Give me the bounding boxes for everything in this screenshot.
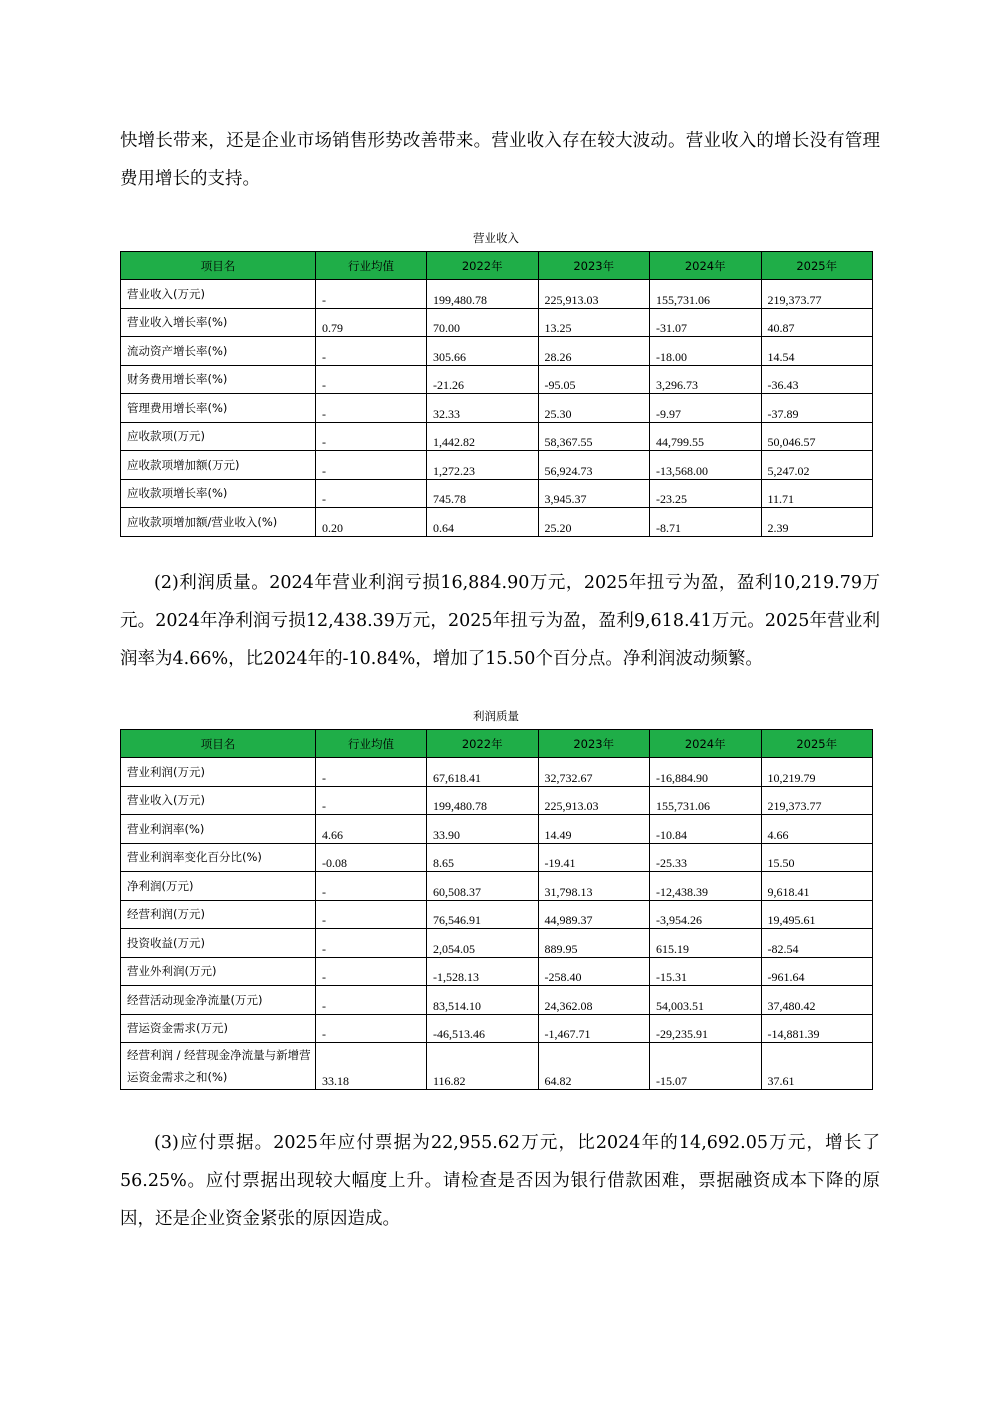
column-header: 2025年 [761, 730, 873, 758]
table-cell: - [316, 280, 427, 309]
column-header: 项目名 [121, 730, 316, 758]
table-row [121, 815, 873, 844]
table-cell: - [316, 337, 427, 366]
table-cell: 33.18 [316, 1043, 427, 1090]
table-caption-revenue: 营业收入 [473, 231, 519, 245]
column-header: 2024年 [650, 730, 762, 758]
table-cell: -8.71 [650, 508, 762, 537]
table-cell: 889.95 [538, 929, 650, 958]
table-cell: 1,442.82 [427, 422, 539, 451]
table-cell: -31.07 [650, 308, 762, 337]
table-cell: 4.66 [761, 815, 873, 844]
table-cell: 8.65 [427, 843, 539, 872]
table-cell: 32.33 [427, 394, 539, 423]
table-cell: 32,732.67 [538, 758, 650, 787]
paragraph-notes-payable: (3)应付票据。2025年应付票据为22,955.62万元，比2024年的14,692.05万元，增长了56.25%。应付票据出现较大幅度上升。请检查是否因为银行借款困难，票据融资成本下降的原因，还是企业资金紧张的原因造成。 [120, 1133, 880, 1229]
table-cell: -29,235.91 [650, 1014, 762, 1043]
table-cell: -961.64 [761, 957, 873, 986]
table-cell: 0.79 [316, 308, 427, 337]
table-cell: 155,731.06 [650, 280, 762, 309]
paragraph-profit-quality: (2)利润质量。2024年营业利润亏损16,884.90万元，2025年扭亏为盈，盈利10,219.79万元。2024年净利润亏损12,438.39万元，2025年扭亏为盈，盈利9,618.41万元。2025年营业利润率为4.66%，比2024年的-10.84%，增加了15.50个百分点。净利润波动频繁。 [120, 573, 880, 669]
table-row [121, 422, 873, 451]
table-cell: 219,373.77 [761, 280, 873, 309]
row-label: 应收款项(万元) [121, 422, 316, 451]
row-label: 营业收入增长率(%) [121, 308, 316, 337]
table-row [121, 308, 873, 337]
column-header: 行业均值 [316, 730, 427, 758]
table-cell: -25.33 [650, 843, 762, 872]
row-label: 流动资产增长率(%) [121, 337, 316, 366]
table-cell: - [316, 422, 427, 451]
table-cell: 225,913.03 [538, 786, 650, 815]
row-label: 应收款项增加额/营业收入(%) [121, 508, 316, 537]
table-header-row [121, 252, 873, 280]
table-cell: 615.19 [650, 929, 762, 958]
table-cell: - [316, 900, 427, 929]
table-cell: 28.26 [538, 337, 650, 366]
table-header-row [121, 730, 873, 758]
column-header: 2022年 [427, 252, 539, 280]
table-row [121, 929, 873, 958]
table-cell: - [316, 479, 427, 508]
table-row [121, 280, 873, 309]
table-row [121, 1043, 873, 1090]
table-cell: -258.40 [538, 957, 650, 986]
table-cell: 31,798.13 [538, 872, 650, 901]
row-label: 管理费用增长率(%) [121, 394, 316, 423]
table-row [121, 786, 873, 815]
table-row [121, 986, 873, 1015]
row-label: 经营利润 / 经营现金净流量与新增营运资金需求之和(%) [121, 1043, 316, 1090]
table-cell: 25.30 [538, 394, 650, 423]
table-caption-profit: 利润质量 [473, 709, 519, 723]
row-label: 营业外利润(万元) [121, 957, 316, 986]
table-cell: -18.00 [650, 337, 762, 366]
table-cell: 37.61 [761, 1043, 873, 1090]
table-cell: 58,367.55 [538, 422, 650, 451]
table-cell: - [316, 929, 427, 958]
table-row [121, 479, 873, 508]
table-cell: 5,247.02 [761, 451, 873, 480]
table-cell: -19.41 [538, 843, 650, 872]
table-cell: 64.82 [538, 1043, 650, 1090]
table-cell: 219,373.77 [761, 786, 873, 815]
table-cell: -37.89 [761, 394, 873, 423]
table-cell: -95.05 [538, 365, 650, 394]
table-row [121, 957, 873, 986]
table-cell: -0.08 [316, 843, 427, 872]
table-cell: -1,467.71 [538, 1014, 650, 1043]
table-cell: 305.66 [427, 337, 539, 366]
table-cell: 116.82 [427, 1043, 539, 1090]
table-cell: 3,296.73 [650, 365, 762, 394]
table-row [121, 1014, 873, 1043]
table-cell: 11.71 [761, 479, 873, 508]
row-label: 营业收入(万元) [121, 786, 316, 815]
column-header: 项目名 [121, 252, 316, 280]
row-label: 经营利润(万元) [121, 900, 316, 929]
table-row [121, 843, 873, 872]
table-cell: 60,508.37 [427, 872, 539, 901]
table-cell: 44,799.55 [650, 422, 762, 451]
table-cell: 50,046.57 [761, 422, 873, 451]
table-row [121, 872, 873, 901]
table-cell: - [316, 451, 427, 480]
table-cell: 40.87 [761, 308, 873, 337]
table-cell: 76,546.91 [427, 900, 539, 929]
table-cell: 33.90 [427, 815, 539, 844]
table-cell: - [316, 957, 427, 986]
row-label: 财务费用增长率(%) [121, 365, 316, 394]
table-cell: 0.20 [316, 508, 427, 537]
table-cell: 19,495.61 [761, 900, 873, 929]
table-cell: 2,054.05 [427, 929, 539, 958]
table-cell: -13,568.00 [650, 451, 762, 480]
table-cell: -15.31 [650, 957, 762, 986]
table-cell: - [316, 758, 427, 787]
row-label: 应收款项增长率(%) [121, 479, 316, 508]
table-cell: 9,618.41 [761, 872, 873, 901]
table-cell: 0.64 [427, 508, 539, 537]
table-cell: 15.50 [761, 843, 873, 872]
column-header: 2024年 [650, 252, 762, 280]
table-cell: 24,362.08 [538, 986, 650, 1015]
row-label: 投资收益(万元) [121, 929, 316, 958]
table-cell: 14.49 [538, 815, 650, 844]
table-cell: 155,731.06 [650, 786, 762, 815]
column-header: 行业均值 [316, 252, 427, 280]
table-cell: -9.97 [650, 394, 762, 423]
table-cell: -15.07 [650, 1043, 762, 1090]
row-label: 营业利润(万元) [121, 758, 316, 787]
column-header: 2023年 [538, 252, 650, 280]
table-cell: - [316, 786, 427, 815]
table-cell: 225,913.03 [538, 280, 650, 309]
table-cell: -46,513.46 [427, 1014, 539, 1043]
table-cell: -14,881.39 [761, 1014, 873, 1043]
table-cell: 199,480.78 [427, 786, 539, 815]
row-label: 营业利润率(%) [121, 815, 316, 844]
table-cell: 70.00 [427, 308, 539, 337]
paragraph-revenue-analysis: 快增长带来，还是企业市场销售形势改善带来。营业收入存在较大波动。营业收入的增长没有管理费用增长的支持。 [120, 131, 880, 189]
table-cell: 199,480.78 [427, 280, 539, 309]
table-cell: 13.25 [538, 308, 650, 337]
table-row [121, 900, 873, 929]
table-cell: -10.84 [650, 815, 762, 844]
table-row [121, 337, 873, 366]
table-cell: 14.54 [761, 337, 873, 366]
table-cell: 2.39 [761, 508, 873, 537]
table-cell: 56,924.73 [538, 451, 650, 480]
table-cell: -1,528.13 [427, 957, 539, 986]
row-label: 营业利润率变化百分比(%) [121, 843, 316, 872]
table-cell: 37,480.42 [761, 986, 873, 1015]
table-cell: 54,003.51 [650, 986, 762, 1015]
table-cell: 4.66 [316, 815, 427, 844]
table-cell: -23.25 [650, 479, 762, 508]
table-cell: 67,618.41 [427, 758, 539, 787]
table-cell: - [316, 365, 427, 394]
column-header: 2022年 [427, 730, 539, 758]
table-cell: -21.26 [427, 365, 539, 394]
table-row [121, 451, 873, 480]
column-header: 2025年 [761, 252, 873, 280]
table-row [121, 365, 873, 394]
profit-quality-table [120, 729, 873, 1090]
table-cell: -82.54 [761, 929, 873, 958]
row-label: 营运资金需求(万元) [121, 1014, 316, 1043]
table-cell: -36.43 [761, 365, 873, 394]
row-label: 应收款项增加额(万元) [121, 451, 316, 480]
table-cell: -12,438.39 [650, 872, 762, 901]
column-header: 2023年 [538, 730, 650, 758]
table-cell: 10,219.79 [761, 758, 873, 787]
row-label: 经营活动现金净流量(万元) [121, 986, 316, 1015]
table-cell: 83,514.10 [427, 986, 539, 1015]
table-cell: 25.20 [538, 508, 650, 537]
row-label: 营业收入(万元) [121, 280, 316, 309]
table-cell: - [316, 1014, 427, 1043]
table-row [121, 758, 873, 787]
table-cell: 745.78 [427, 479, 539, 508]
row-label: 净利润(万元) [121, 872, 316, 901]
table-cell: 3,945.37 [538, 479, 650, 508]
table-cell: 1,272.23 [427, 451, 539, 480]
table-cell: - [316, 394, 427, 423]
table-cell: 44,989.37 [538, 900, 650, 929]
table-cell: - [316, 872, 427, 901]
table-cell: -3,954.26 [650, 900, 762, 929]
table-cell: - [316, 986, 427, 1015]
table-cell: -16,884.90 [650, 758, 762, 787]
table-row [121, 508, 873, 537]
table-row [121, 394, 873, 423]
revenue-table [120, 251, 873, 537]
